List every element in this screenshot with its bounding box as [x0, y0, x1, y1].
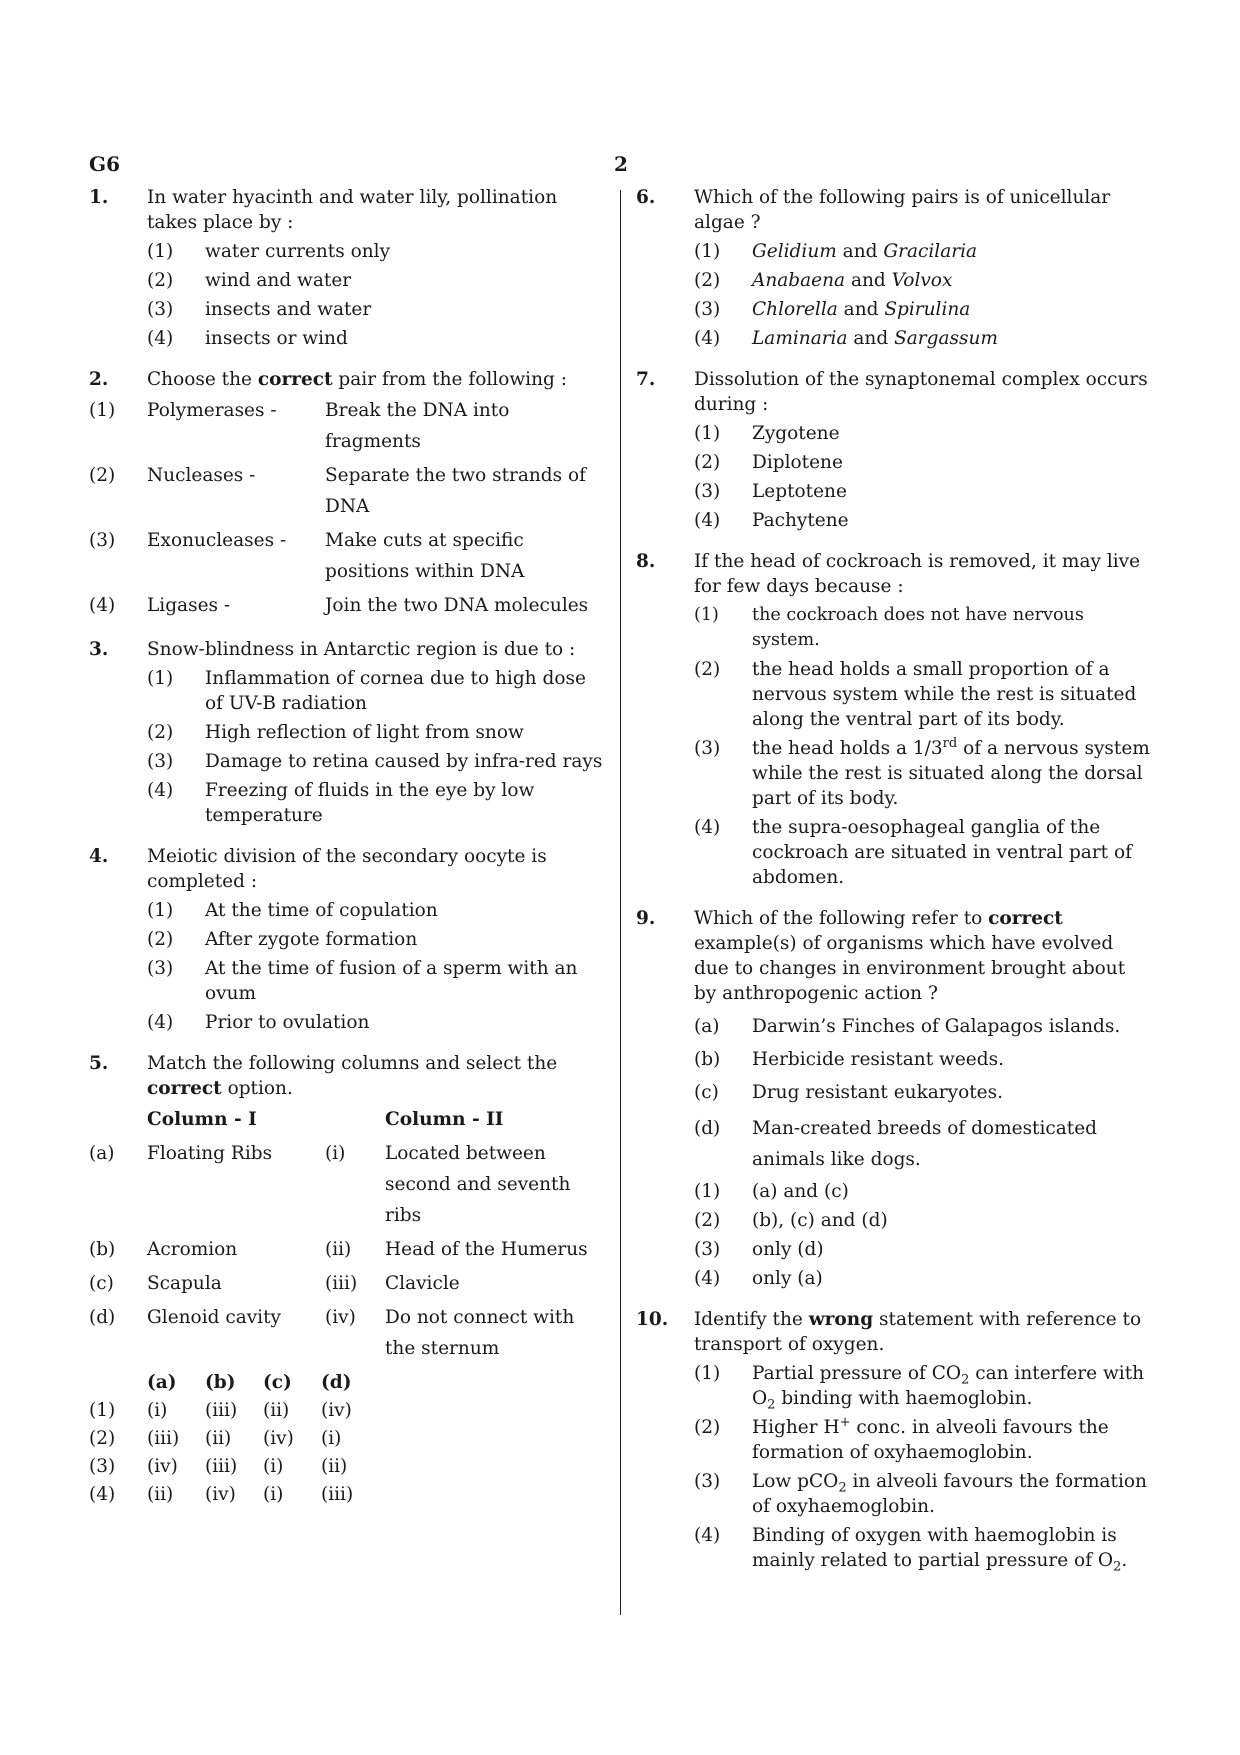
statement: (a) Darwin’s Finches of Galapagos islands. [694, 1016, 1121, 1037]
question-text: Match the following columns and select the correct option. [147, 1053, 558, 1099]
option[interactable]: (1) Partial pressure of $CO_2$ can interfere with $O_2$ binding with haemoglobin. [694, 1363, 1145, 1413]
option[interactable]: (4) Ligases - Join the two DNA molecules [89, 595, 589, 616]
question-number: 2. [89, 369, 109, 390]
question-number: 9. [636, 908, 656, 929]
option[interactable] [147, 326, 609, 351]
column-1-header: Column - I [147, 1109, 257, 1130]
question-1 [89, 185, 609, 351]
option-number: (4) [147, 328, 174, 349]
question-number: 8. [636, 551, 656, 572]
option-number: (1) [147, 241, 174, 262]
option-number: (3) [147, 299, 174, 320]
option[interactable]: (1) Zygotene [694, 423, 840, 444]
option[interactable]: (3) At the time of fusion of a sperm with an ovum [147, 958, 578, 1004]
right-column [636, 185, 1152, 1589]
statement: (d) Man-created breeds of domesticated animals like dogs. [694, 1118, 1098, 1170]
column-divider [620, 190, 621, 1615]
question-number: 1. [89, 187, 109, 208]
question-8 [636, 549, 1152, 890]
question-4 [89, 844, 609, 1035]
option[interactable]: (1) the cockroach does not have nervous system. [694, 605, 1084, 650]
option[interactable]: (2) (b), (c) and (d) [694, 1210, 888, 1231]
statement: (c) Drug resistant eukaryotes. [694, 1082, 1003, 1103]
option[interactable]: (2) Anabaena and Volvox [694, 270, 953, 291]
option[interactable] [147, 268, 609, 293]
option[interactable]: (4) only (a) [694, 1268, 823, 1289]
option[interactable] [147, 297, 609, 322]
question-text: Which of the following refer to correct example(s) of organisms which have evolved due to changes in environment brought about by anthropogenic action ? [694, 908, 1126, 1004]
question-9 [636, 906, 1152, 1291]
option[interactable]: (4) (ii) (iv) (i) (iii) [89, 1484, 354, 1505]
left-column [89, 185, 609, 1523]
option[interactable]: (3) Leptotene [694, 481, 847, 502]
option[interactable]: (4) Laminaria and Sargassum [694, 328, 998, 349]
option[interactable]: (4) Prior to ovulation [147, 1012, 370, 1033]
question-number: 4. [89, 846, 109, 867]
option[interactable]: (3) Chlorella and Spirulina [694, 299, 971, 320]
option[interactable]: (3) Damage to retina caused by infra-red rays [147, 751, 603, 772]
question-text: Meiotic division of the secondary oocyte is completed : [147, 846, 547, 892]
option-text: wind and water [205, 270, 352, 291]
question-number: 3. [89, 639, 109, 660]
match-table [89, 1107, 609, 1507]
option[interactable]: (4) Binding of oxygen with haemoglobin is mainly related to partial pressure of $O_2$. [694, 1525, 1128, 1575]
option[interactable]: (4) Pachytene [694, 510, 849, 531]
option[interactable]: (1) (a) and (c) [694, 1181, 849, 1202]
answer-header: (a) (b) (c) (d) [147, 1372, 352, 1393]
question-10 [636, 1307, 1152, 1573]
option[interactable]: (1) Polymerases - Break the DNA into fragments [89, 400, 510, 452]
option[interactable]: (3) (iv) (iii) (i) (ii) [89, 1456, 348, 1477]
option[interactable]: (2) After zygote formation [147, 929, 418, 950]
option[interactable]: (3) Exonucleases - Make cuts at specific positions within DNA [89, 530, 525, 582]
option[interactable]: (3) only (d) [694, 1239, 824, 1260]
question-text: Snow-blindness in Antarctic region is due to : [147, 639, 576, 660]
question-number: 10. [636, 1309, 669, 1330]
option[interactable]: (4) the supra-oesophageal ganglia of the cockroach are situated in ventral part of abdomen. [694, 817, 1132, 888]
match-row: (a) Floating Ribs (i) Located between second and seventh ribs [89, 1143, 571, 1226]
statement: (b) Herbicide resistant weeds. [694, 1049, 1004, 1070]
question-5 [89, 1051, 609, 1507]
option[interactable]: (2) the head holds a small proportion of a nervous system while the rest is situated along the ventral part of its body. [694, 659, 1137, 730]
match-row: (b) Acromion (ii) Head of the Humerus [89, 1239, 588, 1260]
option[interactable]: (1) At the time of copulation [147, 900, 438, 921]
question-text: Choose the correct pair from the following : [147, 369, 567, 390]
question-7 [636, 367, 1152, 533]
question-text: Which of the following pairs is of unicellular algae ? [694, 187, 1111, 233]
question-6 [636, 185, 1152, 351]
option[interactable]: (3) the head holds a 1/3rd of a nervous system while the rest is situated along the dorsal part of its body. [694, 735, 1150, 809]
option[interactable]: (2) Higher H+ conc. in alveoli favours the formation of oxyhaemoglobin. [694, 1414, 1109, 1463]
option-text: insects and water [205, 299, 372, 320]
paper-code: G6 [89, 152, 120, 176]
option[interactable]: (4) Freezing of fluids in the eye by low temperature [147, 780, 535, 826]
column-2-header: Column - II [385, 1109, 504, 1130]
option-text: water currents only [205, 241, 391, 262]
match-row: (c) Scapula (iii) Clavicle [89, 1273, 460, 1294]
option[interactable]: (2) Nucleases - Separate the two strands of DNA [89, 465, 587, 517]
match-row: (d) Glenoid cavity (iv) Do not connect with the sternum [89, 1307, 575, 1359]
question-text: Identify the wrong statement with reference to transport of oxygen. [694, 1309, 1142, 1355]
option[interactable]: (1) Gelidium and Gracilaria [694, 241, 978, 262]
question-text: If the head of cockroach is removed, it may live for few days because : [694, 551, 1141, 597]
question-number: 6. [636, 187, 656, 208]
question-text: Dissolution of the synaptonemal complex occurs during : [694, 369, 1148, 415]
option[interactable]: (2) Diplotene [694, 452, 843, 473]
option-number: (2) [147, 270, 174, 291]
question-3 [89, 637, 609, 828]
option[interactable] [147, 239, 609, 264]
question-number: 5. [89, 1053, 109, 1074]
page-number: 2 [614, 152, 628, 176]
question-number: 7. [636, 369, 656, 390]
option[interactable]: (1) Inflammation of cornea due to high dose of UV-B radiation [147, 668, 586, 714]
option[interactable]: (1) (i) (iii) (ii) (iv) [89, 1400, 352, 1421]
option[interactable]: (2) High reflection of light from snow [147, 722, 524, 743]
option[interactable]: (3) Low pCO$_2$ in alveoli favours the formation of oxyhaemoglobin. [694, 1471, 1147, 1517]
question-text: In water hyacinth and water lily, pollination takes place by : [147, 187, 558, 233]
option[interactable]: (2) (iii) (ii) (iv) (i) [89, 1428, 342, 1449]
option-text: insects or wind [205, 328, 348, 349]
question-2 [89, 367, 609, 621]
